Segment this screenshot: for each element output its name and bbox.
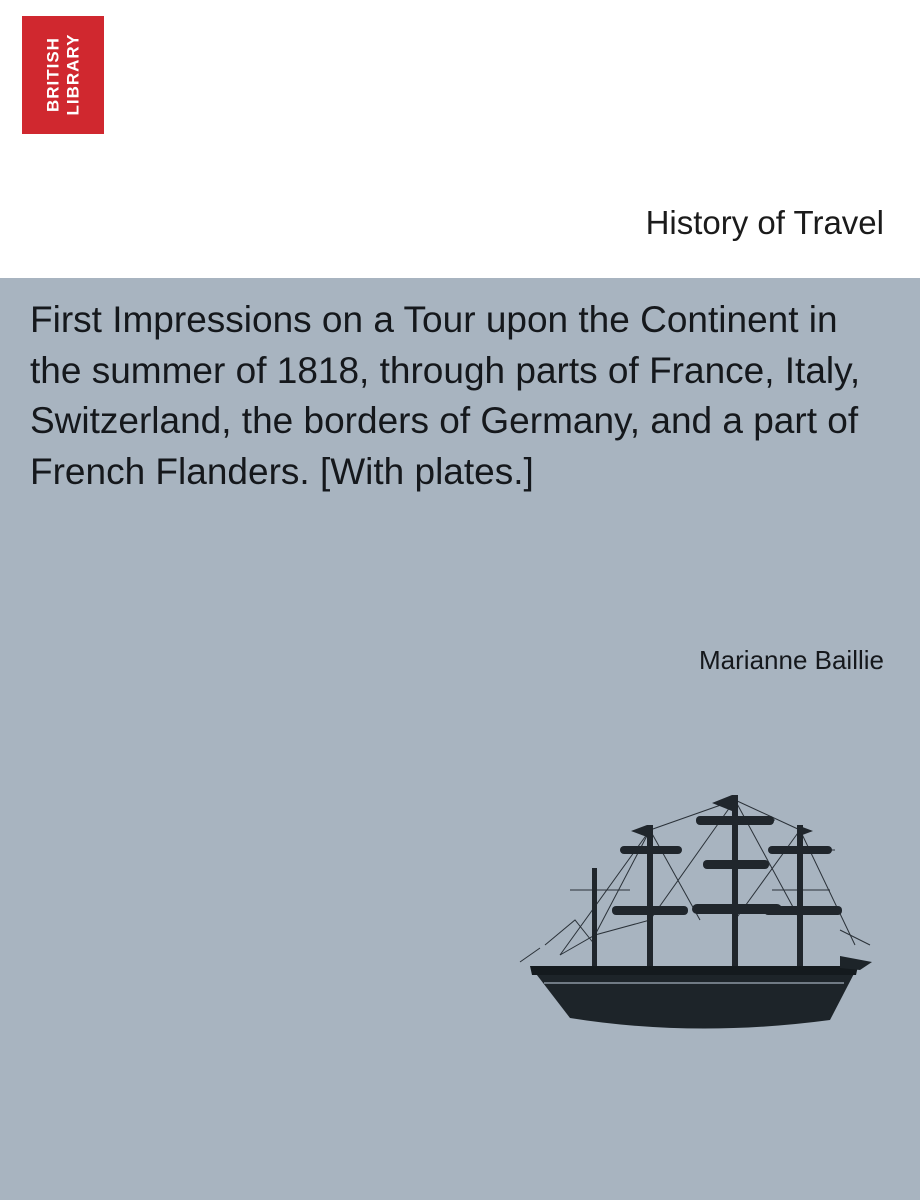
series-title: History of Travel (645, 204, 884, 241)
series-band (0, 168, 920, 278)
page-title: First Impressions on a Tour upon the Continent in the summer of 1818, through parts of France, Italy, Switzerland, the borders of Germany, and a part of French Flanders. [With plates.] (30, 299, 861, 493)
british-library-logo (22, 16, 104, 134)
logo-line-british: BRITISH (43, 37, 63, 113)
logo-line-library: LIBRARY (63, 34, 82, 116)
top-white-band (0, 0, 920, 168)
title-block (30, 295, 885, 498)
author-name: Marianne Baillie (699, 645, 884, 675)
sailing-ship-illustration (500, 770, 890, 1050)
